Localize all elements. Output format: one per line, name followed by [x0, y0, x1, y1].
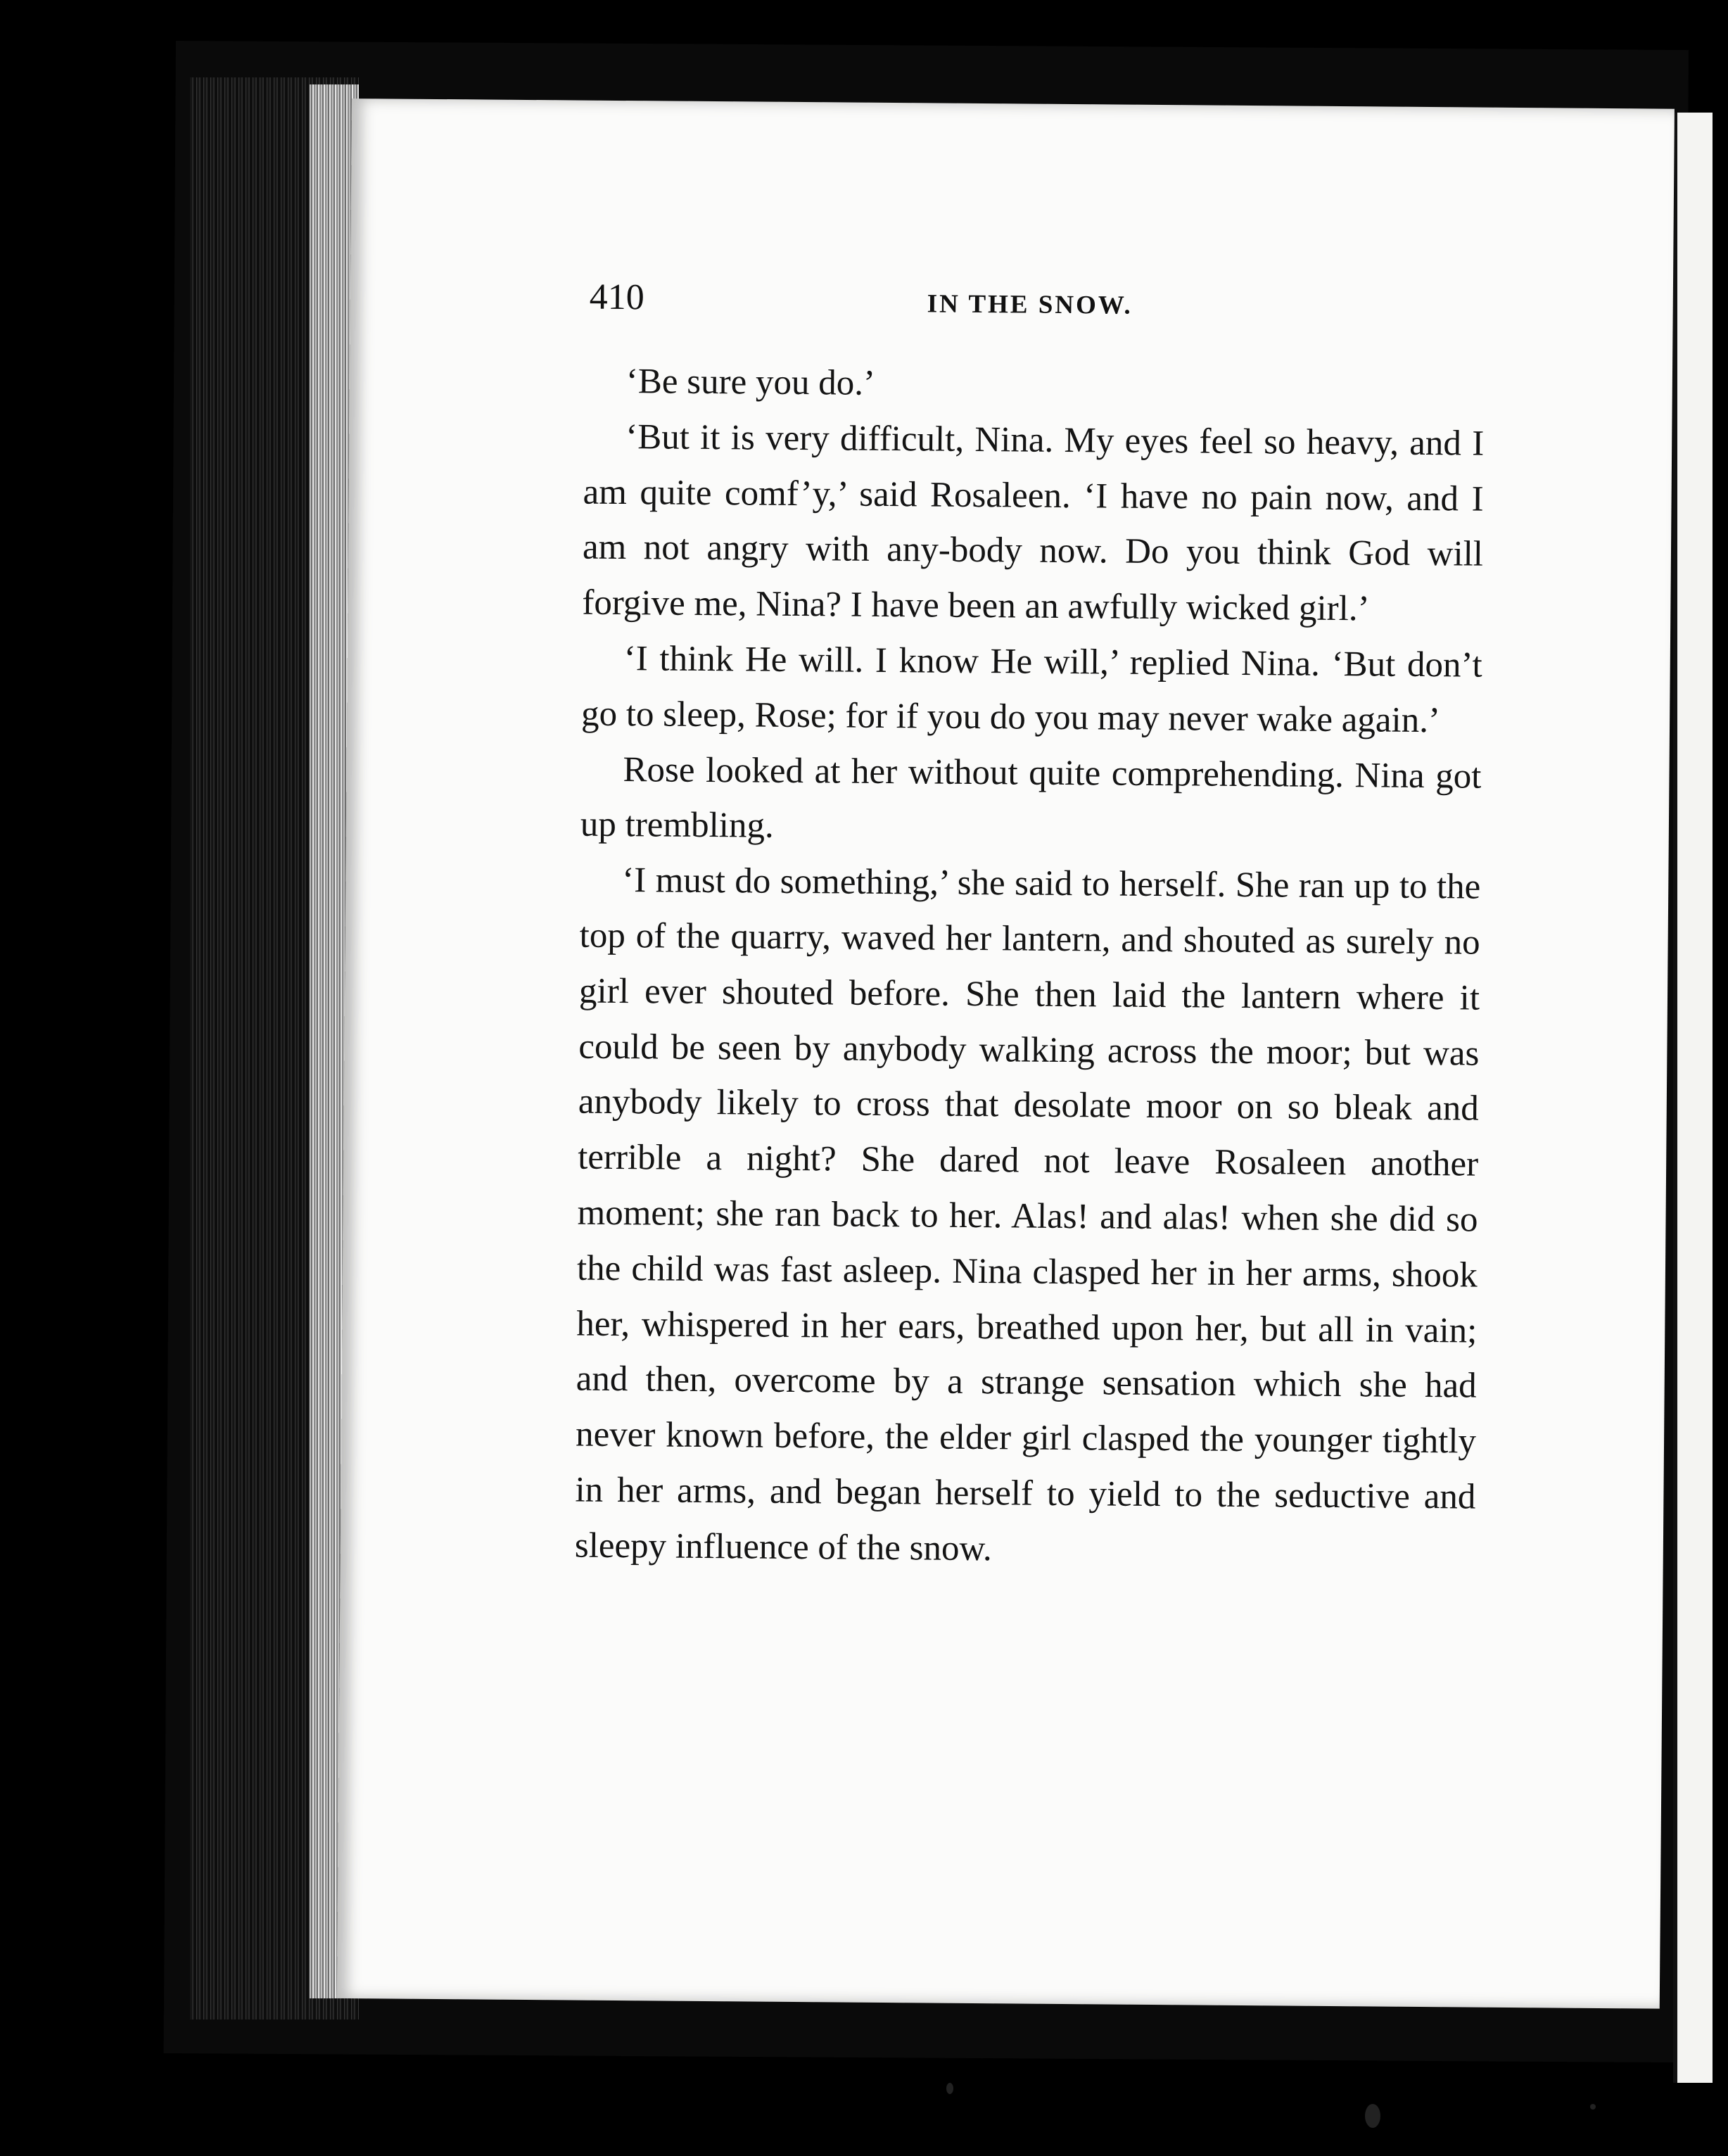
paragraph: ‘I must do something,’ she said to herself. She ran up to the top of the quarry, waved her lantern, and shouted as surely no girl ever shouted before. She then laid the lantern where it could be seen by anybody walking across the moor; but was anybody likely to cross that desolate moor on so bleak and terrible a night? She dared not leave Rosaleen another moment; she ran back to her. Alas! and alas! when she did so the child was fast asleep. Nina clasped her in her arms, shook her, whispered in her ears, breathed upon her, but all in vain; and then, overcome by a strange sensation which she had never known before, the elder girl clasped the younger tightly in her arms, and began herself to yield to the seductive and sleepy influence of the snow. — [574, 861, 1481, 1568]
page-number: 410 — [589, 277, 645, 318]
dust-speck — [1365, 2104, 1380, 2128]
paragraph: ‘But it is very difficult, Nina. My eyes feel so heavy, and I am quite comf’y,’ said Rosaleen. ‘I have no pain now, and I am not angry with any-body now. Do you think God will forgive me, Nina? I have been an awfully wicked girl.’ — [582, 417, 1485, 629]
running-head: IN THE SNOW. — [927, 289, 1133, 320]
paragraph: ‘Be sure you do.’ — [625, 362, 876, 403]
dust-speck — [1590, 2104, 1596, 2110]
facing-page-edge — [1673, 113, 1713, 2083]
book-page — [337, 99, 1675, 2009]
page-header — [589, 277, 1469, 333]
dust-speck — [946, 2083, 953, 2094]
page-text — [575, 354, 1485, 1581]
paragraph: Rose looked at her without quite comprehending. Nina got up trembling. — [580, 749, 1482, 846]
paragraph: ‘I think He will. I know He will,’ replied Nina. ‘But don’t go to sleep, Rose; for if you do you may never wake again.’ — [580, 639, 1482, 740]
